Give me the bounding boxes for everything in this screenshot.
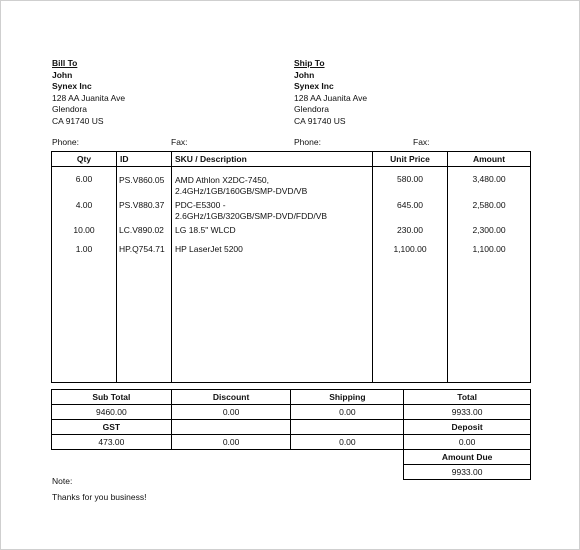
ship-fax-label: Fax:	[413, 137, 430, 147]
ship-to-street: 128 AA Juanita Ave	[294, 92, 368, 103]
item-unit-price: 645.00	[397, 200, 423, 210]
blank-cell	[171, 450, 291, 465]
item-description: HP LaserJet 5200	[175, 244, 243, 254]
amount-due-label: Amount Due	[404, 450, 531, 465]
bill-phone-label: Phone:	[52, 137, 79, 147]
gst-value: 473.00	[52, 435, 172, 450]
item-amount: 1,100.00	[472, 244, 506, 254]
bill-to-name: John	[52, 69, 73, 80]
item-qty: 10.00	[73, 225, 95, 235]
qty-header: Qty	[76, 154, 92, 164]
shipping-label: Shipping	[291, 390, 404, 405]
deposit-label: Deposit	[404, 420, 531, 435]
item-id: LC.V890.02	[119, 225, 164, 235]
item-qty: 1.00	[75, 244, 93, 254]
bill-to-city: Glendora	[52, 104, 87, 114]
deposit-value: 0.00	[404, 435, 531, 450]
column-divider	[171, 152, 172, 382]
sku-header: SKU / Description	[175, 154, 247, 164]
ship-to-block	[294, 58, 367, 127]
bill-to-company: Synex Inc	[52, 81, 92, 91]
ship-to-state-zip: CA 91740 US	[294, 115, 346, 126]
item-unit-price: 230.00	[397, 225, 423, 235]
id-header: ID	[120, 154, 129, 164]
sub-total-value: 9460.00	[52, 405, 172, 420]
items-table	[51, 151, 531, 383]
unit-price-header: Unit Price	[390, 154, 430, 164]
ship-to-name: John	[294, 69, 315, 80]
item-id: PS.V860.05	[119, 175, 165, 185]
item-description: LG 18.5" WLCD	[175, 225, 236, 235]
ship-to-company: Synex Inc	[294, 81, 334, 91]
item-qty: 6.00	[75, 174, 93, 184]
sub-total-label: Sub Total	[52, 390, 172, 405]
column-divider	[372, 152, 373, 382]
column-divider	[447, 152, 448, 382]
item-amount: 2,300.00	[472, 225, 506, 235]
ship-to-heading: Ship To	[294, 58, 325, 68]
item-amount: 2,580.00	[472, 200, 506, 210]
bill-to-street: 128 AA Juanita Ave	[52, 92, 126, 103]
total-label: Total	[404, 390, 531, 405]
item-id: PS.V880.37	[119, 200, 165, 210]
ship-to-city: Glendora	[294, 104, 329, 114]
empty-cell	[291, 420, 404, 435]
item-description: AMD Athlon X2DC-7450, 2.4GHz/1GB/160GB/SMP-DVD/VB	[175, 175, 308, 196]
item-description: PDC-E5300 - 2.6GHz/1GB/320GB/SMP-DVD/FDD/VB	[175, 200, 328, 221]
item-unit-price: 1,100.00	[393, 244, 427, 254]
blank-cell	[291, 450, 404, 465]
blank-cell	[52, 450, 172, 465]
bill-to-heading: Bill To	[52, 58, 78, 68]
extra-shipping-value: 0.00	[291, 435, 404, 450]
bill-fax-label: Fax:	[171, 137, 188, 147]
note-label: Note:	[52, 476, 73, 486]
item-id: HP.Q754.71	[119, 244, 165, 254]
amount-header: Amount	[472, 154, 506, 164]
empty-cell	[171, 420, 291, 435]
gst-label: GST	[52, 420, 172, 435]
ship-phone-label: Phone:	[294, 137, 321, 147]
blank-cell	[291, 465, 404, 480]
bill-to-state-zip: CA 91740 US	[52, 115, 104, 126]
total-value: 9933.00	[404, 405, 531, 420]
column-divider	[116, 152, 117, 382]
thanks-message: Thanks for you business!	[52, 492, 147, 502]
item-qty: 4.00	[75, 200, 93, 210]
header-divider	[52, 166, 530, 167]
bill-to-block	[52, 58, 125, 127]
shipping-value: 0.00	[291, 405, 404, 420]
discount-label: Discount	[171, 390, 291, 405]
item-unit-price: 580.00	[397, 174, 423, 184]
totals-table	[51, 389, 531, 480]
discount-value: 0.00	[171, 405, 291, 420]
blank-cell	[171, 465, 291, 480]
extra-discount-value: 0.00	[171, 435, 291, 450]
amount-due-value: 9933.00	[404, 465, 531, 480]
item-amount: 3,480.00	[472, 174, 506, 184]
